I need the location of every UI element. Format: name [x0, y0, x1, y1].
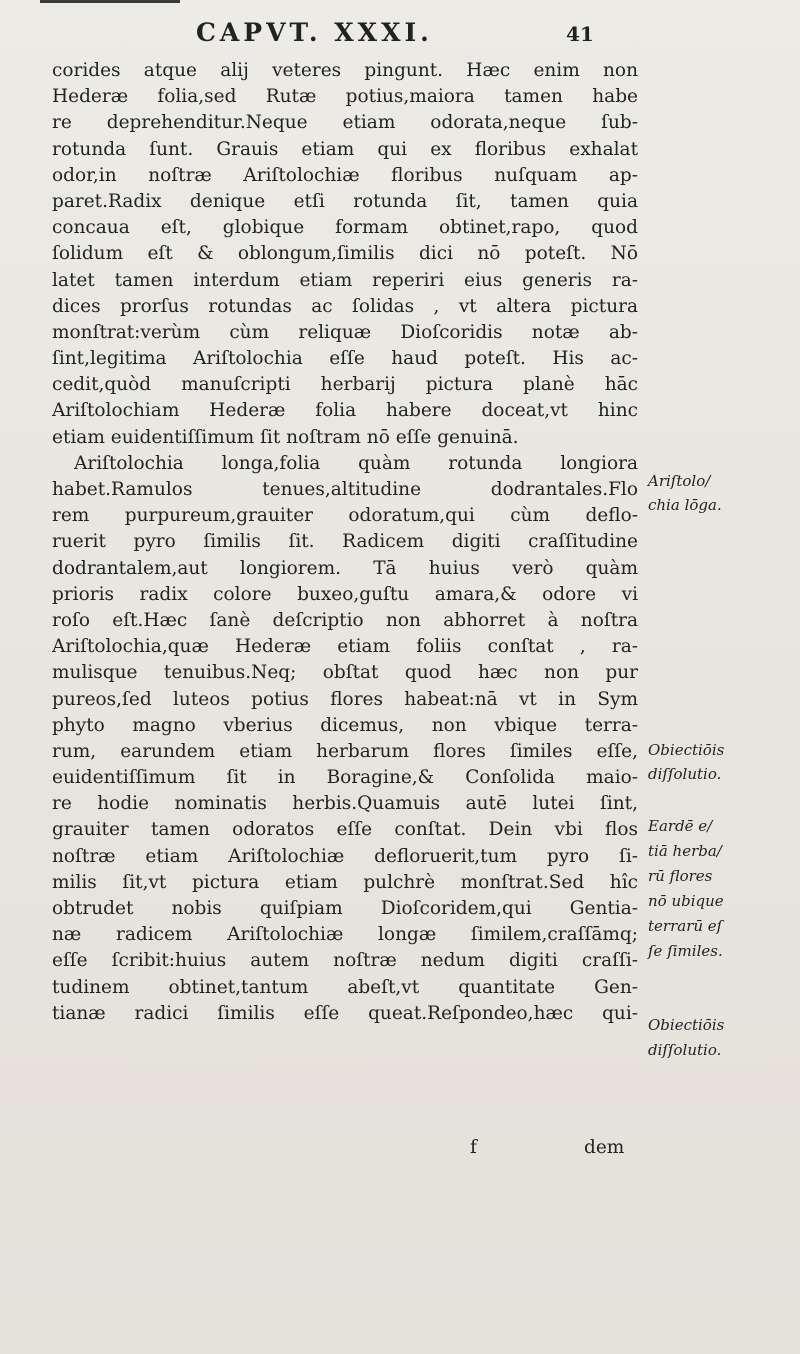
text-line: mulisque tenuibus.Neq; obſtat quod hæc non pur — [52, 662, 638, 684]
page-number: 41 — [566, 22, 594, 46]
text-line: næ radicem Ariſtolochiæ longæ ſimilem,craſſāmq; — [52, 924, 638, 946]
text-line: odor,in noſtræ Ariſtolochiæ floribus nuſquam ap- — [52, 164, 638, 186]
text-line: roſo eſt.Hæc ſanè deſcriptio non abhorret à noſtra — [52, 609, 638, 631]
text-line: rem purpureum,grauiter odoratum,qui cùm deflo- — [52, 505, 638, 527]
margin-note-eandem-4: nō ubique — [648, 892, 724, 910]
margin-note-eandem-2: tiā herba/ — [648, 842, 722, 860]
body-text — [52, 58, 638, 1027]
text-line: dodrantalem,aut longiorem. Tā huius verò quàm — [52, 557, 638, 579]
text-line: paret.Radix denique etſi rotunda ſit, tamen quia — [52, 190, 638, 212]
text-line: re deprehenditur.Neque etiam odorata,neque ſub- — [52, 112, 638, 134]
text-line: noſtræ etiam Ariſtolochiæ defloruerit,tum pyro ſi- — [52, 845, 638, 867]
text-line: Hederæ folia,sed Rutæ potius,maiora tamen habe — [52, 86, 638, 108]
text-line: Ariſtolochia longa,folia quàm rotunda longiora — [74, 452, 638, 474]
text-line: euidentiſſimum ſit in Boragine,& Conſolida maio- — [52, 767, 638, 789]
text-line: tudinem obtinet,tantum abeſt,vt quantitate Gen- — [52, 976, 638, 998]
running-head: CAPVT. XXXI. — [196, 18, 433, 47]
text-line: monſtrat:verùm cùm reliquæ Dioſcoridis notæ ab- — [52, 321, 638, 343]
margin-note-solutio-1a: Obiectiōis — [648, 741, 725, 759]
margin-note-eandem-6: ſe ſimiles. — [648, 942, 723, 960]
signature-mark: f — [470, 1137, 477, 1158]
top-rule — [40, 0, 180, 3]
text-line: Ariſtolochia,quæ Hederæ etiam foliis conſtat , ra- — [52, 636, 638, 658]
margin-note-aristolochia-longa-1: Ariſtolo/ — [648, 472, 711, 490]
catchword: dem — [584, 1137, 625, 1158]
margin-note-eandem-3: rū flores — [648, 867, 713, 885]
text-line: rum, earundem etiam herbarum flores ſimiles eſſe, — [52, 740, 638, 762]
margin-note-solutio-2b: diſſolutio. — [648, 1041, 722, 1059]
text-line: dices prorſus rotundas ac ſolidas , vt altera pictura — [52, 295, 638, 317]
margin-note-solutio-1b: diſſolutio. — [648, 765, 722, 783]
text-line: habet.Ramulos tenues,altitudine dodrantales.Flo — [52, 479, 638, 500]
text-line: prioris radix colore buxeo,guſtu amara,& odore vi — [52, 583, 638, 605]
text-line: corides atque alij veteres pingunt. Hæc enim non — [52, 60, 638, 81]
text-line: obtrudet nobis quiſpiam Dioſcoridem,qui Gentia- — [52, 898, 638, 919]
text-line: pureos,ſed luteos potius flores habeat:nā vt in Sym — [52, 688, 638, 710]
margin-note-aristolochia-longa-2: chia lōga. — [648, 496, 722, 514]
text-line: Ariſtolochiam Hederæ folia habere doceat,vt hinc — [52, 400, 638, 422]
margin-note-eandem-1: Eardē e/ — [648, 817, 713, 835]
text-line: milis ſit,vt pictura etiam pulchrè monſtrat.Sed hîc — [52, 871, 638, 893]
text-line: ruerit pyro ſimilis ſit. Radicem digiti craſſitudine — [52, 531, 638, 553]
text-line: latet tamen interdum etiam reperiri eius generis ra- — [52, 269, 638, 291]
text-line: concaua eſt, globique formam obtinet,rapo, quod — [52, 217, 638, 239]
text-line: phyto magno vberius dicemus, non vbique terra- — [52, 714, 638, 736]
text-line: cedit,quòd manuſcripti herbarij pictura planè hāc — [52, 374, 638, 396]
text-line: eſſe ſcribit:huius autem noſtræ nedum digiti craſſi- — [52, 950, 638, 972]
text-line: etiam euidentiſſimum ſit noſtram nō eſſe genuinā. — [52, 426, 519, 448]
text-line: grauiter tamen odoratos eſſe conſtat. Dein vbi flos — [52, 819, 638, 841]
text-line: rotunda ſunt. Grauis etiam qui ex floribus exhalat — [52, 138, 638, 160]
margin-note-solutio-2a: Obiectiōis — [648, 1016, 725, 1034]
text-line: re hodie nominatis herbis.Quamuis autē lutei ſint, — [52, 793, 638, 815]
text-line: ſint,legitima Ariſtolochia eſſe haud poteſt. His ac- — [52, 348, 638, 370]
text-line: tianæ radici ſimilis eſſe queat.Reſpondeo,hæc qui- — [52, 1002, 638, 1024]
margin-note-eandem-5: terrarū eſ — [648, 917, 723, 935]
text-line: ſolidum eſt & oblongum,ſimilis dici nō poteſt. Nō — [52, 243, 638, 265]
